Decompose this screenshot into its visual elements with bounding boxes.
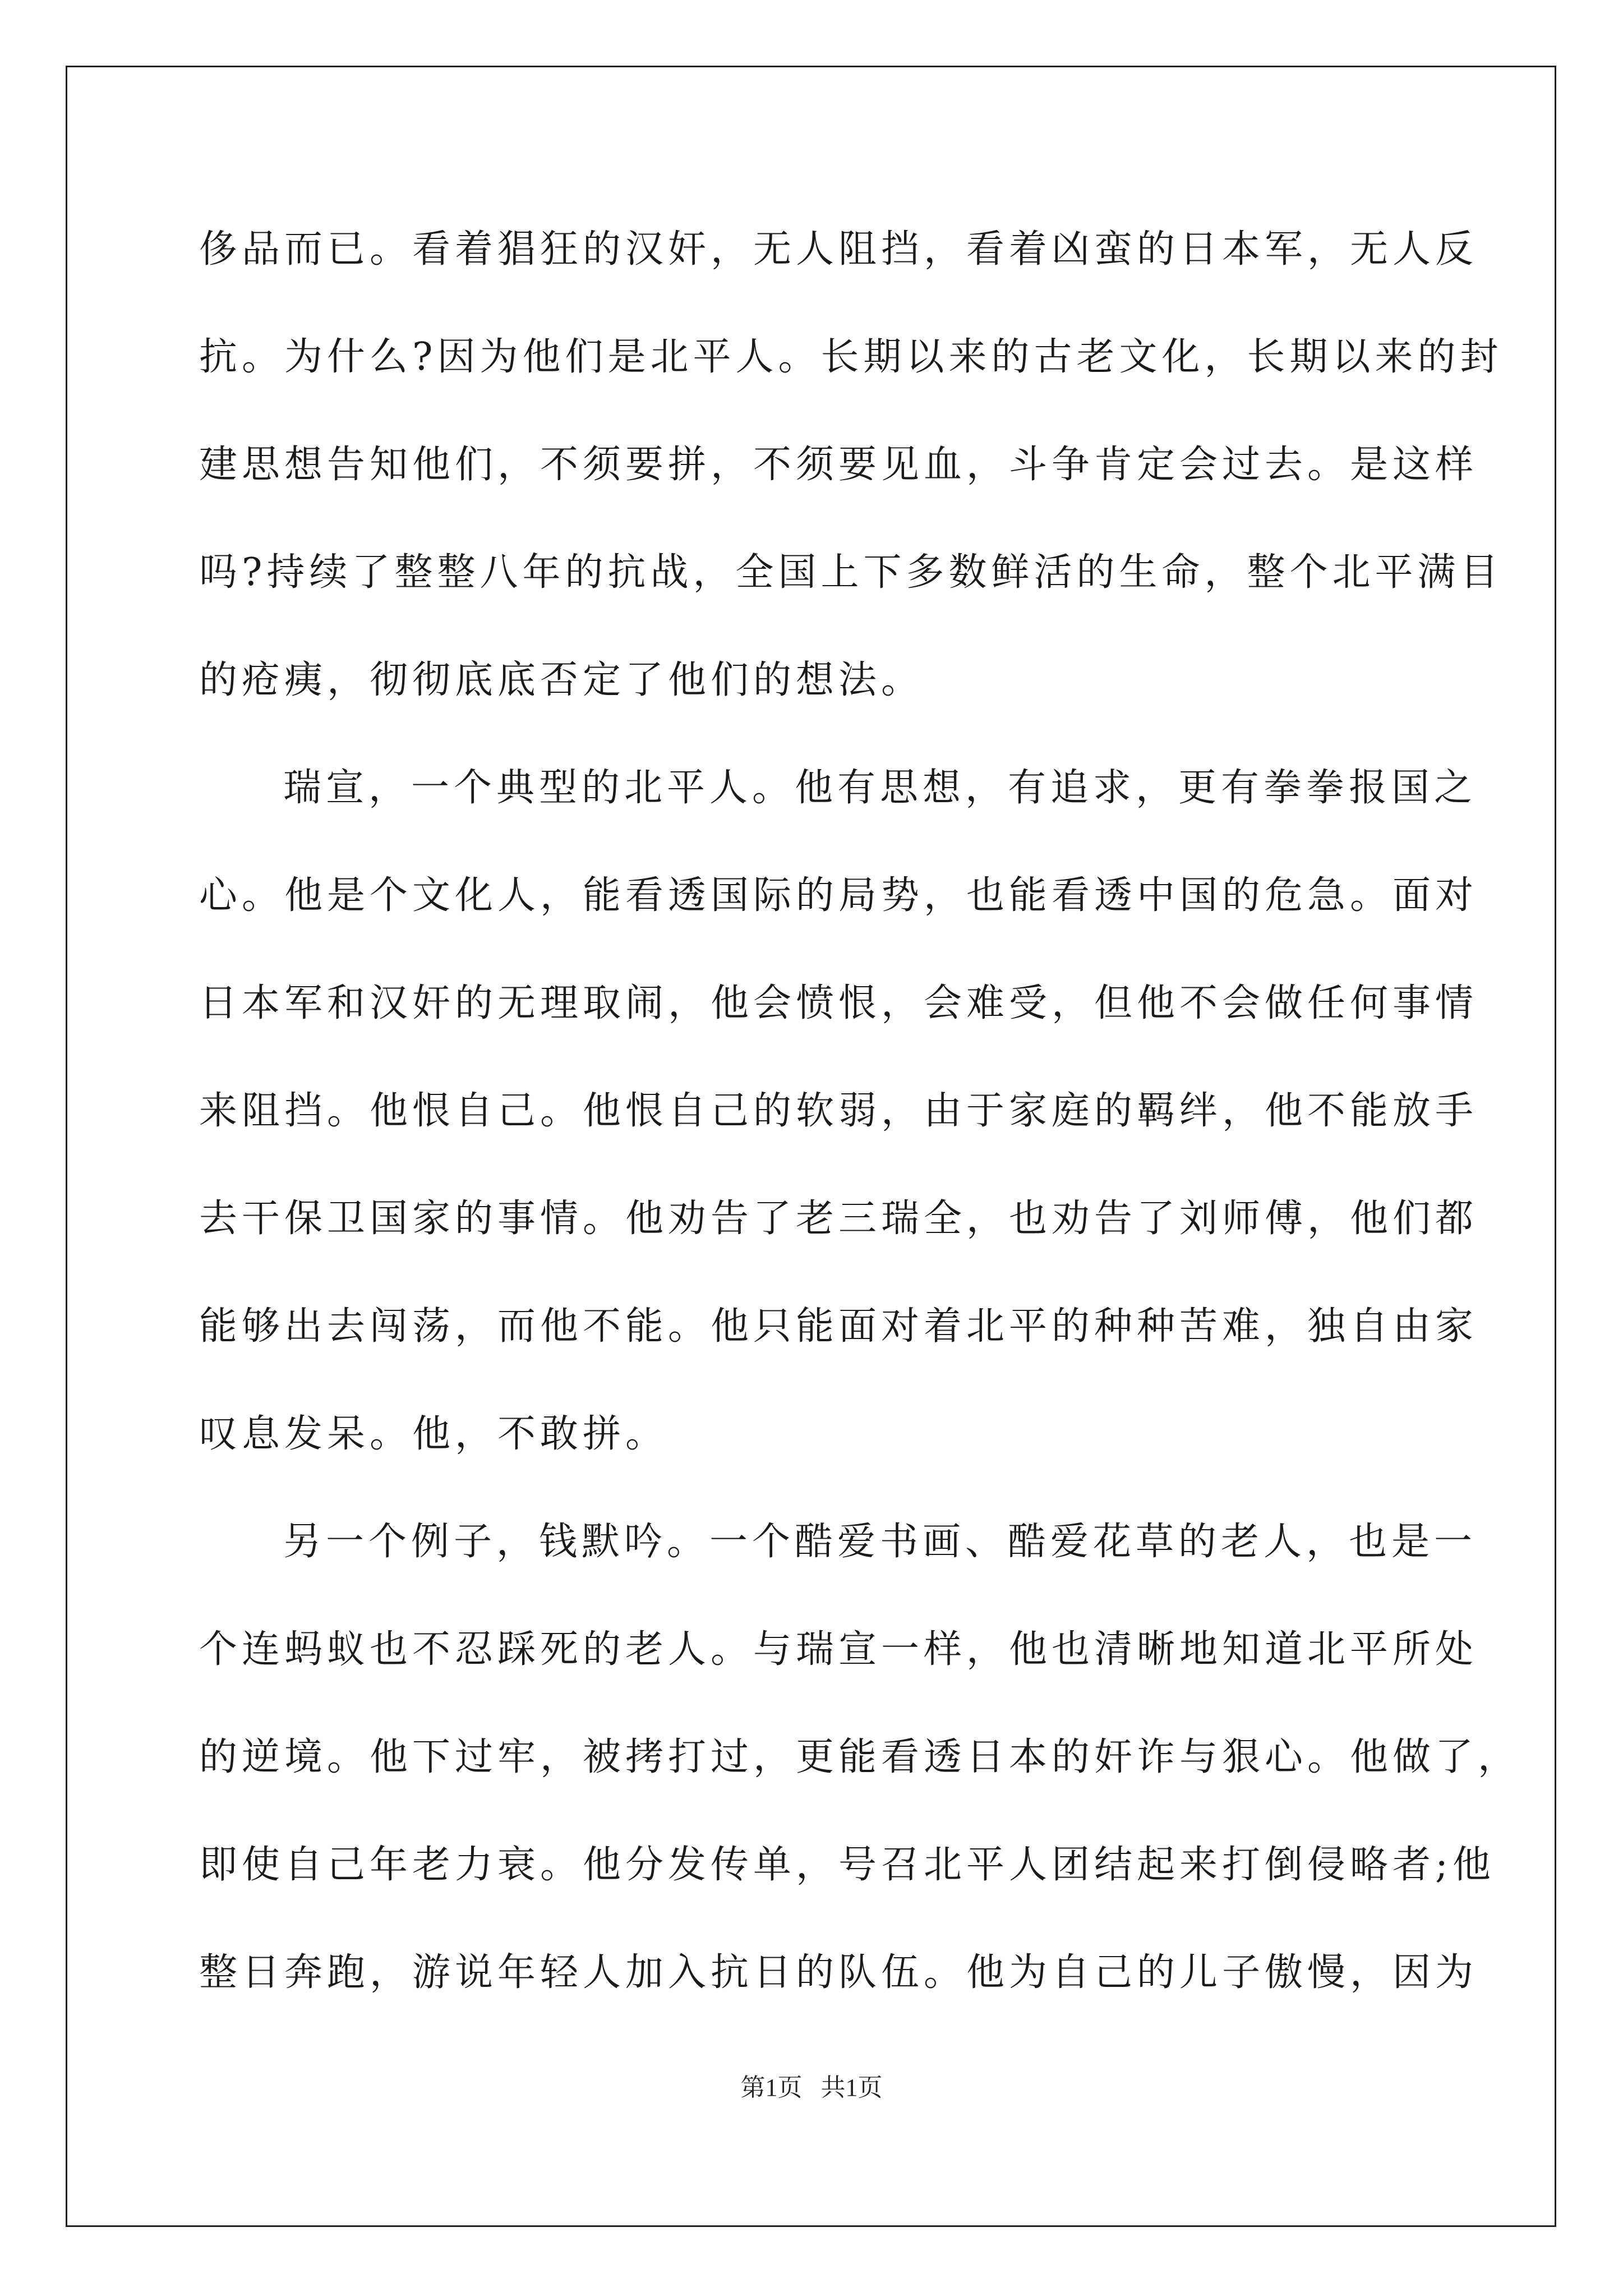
text-line: 抗。为什么?因为他们是北平人。长期以来的古老文化，长期以来的封 bbox=[199, 335, 1503, 379]
text-line: 侈品而已。看着猖狂的汉奸，无人阻挡，看着凶蛮的日本军，无人反 bbox=[199, 227, 1478, 272]
paragraph-start-line: 另一个例子，钱默吟。一个酷爱书画、酷爱花草的老人，也是一 bbox=[283, 1520, 1477, 1564]
text-line: 个连蚂蚁也不忍踩死的老人。与瑞宣一样，他也清晰地知道北平所处 bbox=[199, 1627, 1478, 1672]
document-body bbox=[199, 213, 1521, 2044]
text-line: 来阻挡。他恨自己。他恨自己的软弱，由于家庭的羁绊，他不能放手 bbox=[199, 1089, 1478, 1133]
text-line: 叹息发呆。他，不敢拼。 bbox=[199, 1412, 668, 1456]
text-line: 的疮痍，彻彻底底否定了他们的想法。 bbox=[199, 658, 924, 702]
text-line: 即使自己年老力衰。他分发传单，号召北平人团结起来打倒侵略者;他 bbox=[199, 1843, 1495, 1887]
text-line: 心。他是个文化人，能看透国际的局势，也能看透中国的危急。面对 bbox=[199, 873, 1478, 918]
text-line: 能够出去闯荡，而他不能。他只能面对着北平的种种苦难，独自由家 bbox=[199, 1304, 1478, 1349]
text-line: 建思想告知他们，不须要拼，不须要见血，斗争肯定会过去。是这样 bbox=[199, 443, 1478, 487]
text-line: 去干保卫国家的事情。他劝告了老三瑞全，也劝告了刘师傅，他们都 bbox=[199, 1197, 1478, 1241]
text-line: 整日奔跑，游说年轻人加入抗日的队伍。他为自己的儿子傲慢，因为 bbox=[199, 1950, 1478, 1995]
text-line: 的逆境。他下过牢，被拷打过，更能看透日本的奸诈与狠心。他做了， bbox=[199, 1735, 1521, 1779]
page-footer: 第1页 共1页 bbox=[740, 2074, 883, 2101]
paragraph-start-line: 瑞宣，一个典型的北平人。他有思想，有追求，更有拳拳报国之 bbox=[283, 766, 1477, 810]
text-line: 日本军和汉奸的无理取闹，他会愤恨，会难受，但他不会做任何事情 bbox=[199, 981, 1478, 1025]
text-line: 吗?持续了整整八年的抗战，全国上下多数鲜活的生命，整个北平满目 bbox=[199, 550, 1503, 595]
